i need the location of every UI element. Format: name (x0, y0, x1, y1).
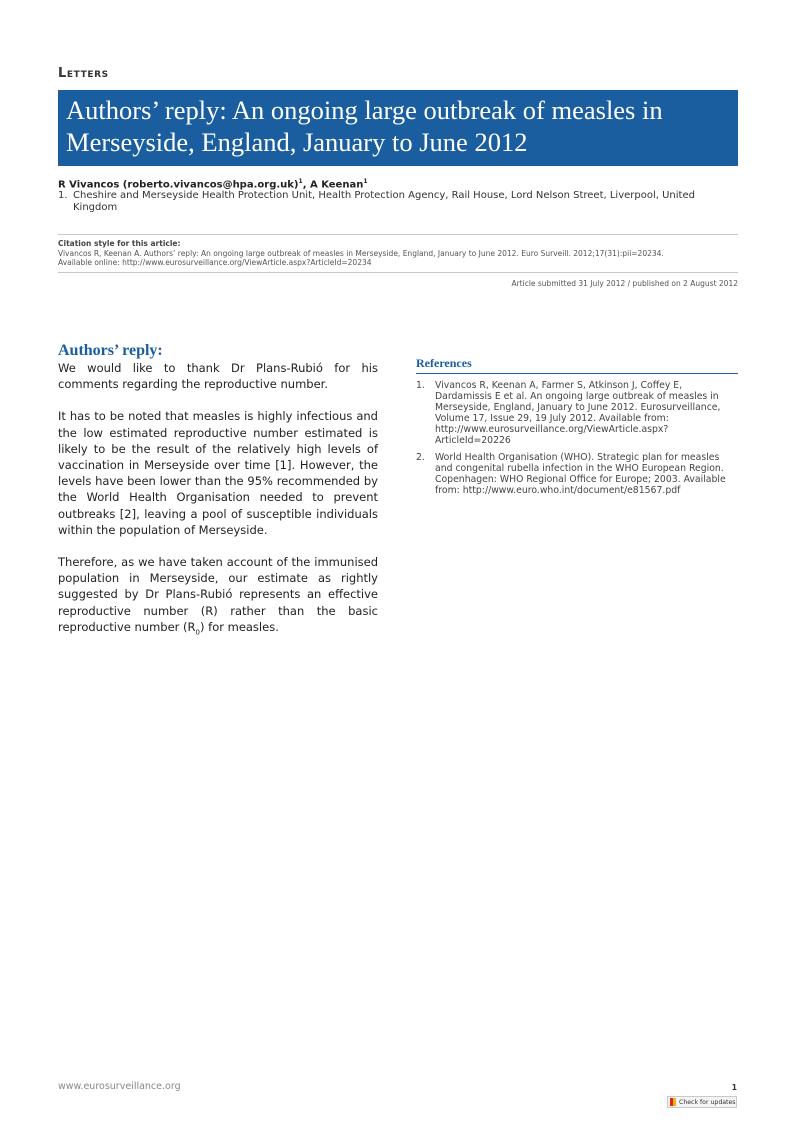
author-name: A Keenan (309, 179, 364, 191)
author-separator: , (302, 179, 310, 191)
affiliation (58, 190, 738, 214)
body-heading: Authors’ reply: (58, 342, 163, 359)
reference-number: 2. (416, 452, 425, 463)
reference-item (416, 380, 738, 446)
references-column (416, 356, 738, 502)
affiliation-text: Cheshire and Merseyside Health Protection Unit, Health Protection Agency, Rail House, Lord Nelson Street, Liverpool, United Kingdom (73, 190, 695, 213)
affiliation-number: 1. (58, 190, 68, 201)
author-name: R Vivancos (roberto.vivancos@hpa.org.uk) (58, 179, 299, 191)
reference-text[interactable]: World Health Organisation (WHO). Strategic plan for measles and congenital rubella infection in the WHO European Region. Copenhagen: WHO Regional Office for Europe; 2003. Available from: http://www.euro.who.int/document/e81567.pdf (435, 452, 726, 496)
body-paragraph: We would like to thank Dr Plans-Rubió for his comments regarding the reproductive number. (58, 361, 378, 392)
footer-url[interactable]: www.eurosurveillance.org (58, 1081, 181, 1092)
affiliation-marker: 1 (298, 178, 303, 185)
title-banner (58, 90, 738, 166)
divider (58, 234, 738, 235)
paragraph-text: Therefore, as we have taken account of the immunised population in Merseyside, our estimate as rightly suggested by Dr Plans-Rubió represents an effective reproductive number (R) rather than the basic reproductive number (R (58, 555, 378, 634)
crossmark-icon (670, 1098, 676, 1106)
citation-text: Vivancos R, Keenan A. Authors’ reply: An ongoing large outbreak of measles in Merseyside, England, January to June 2012. Euro Surveill. 2012;17(31):pii=20234. (58, 248, 664, 258)
submission-dates: Article submitted 31 July 2012 / published on 2 August 2012 (511, 279, 738, 288)
references-heading: References (416, 356, 738, 374)
reference-number: 1. (416, 380, 425, 391)
citation-heading: Citation style for this article: (58, 239, 181, 248)
reference-text[interactable]: Vivancos R, Keenan A, Farmer S, Atkinson J, Coffey E, Dardamissis E et al. An ongoing large outbreak of measles in Merseyside, England, January to June 2012. Eurosurveillance, Volume 17, Issue 29, 19 July 2012. Available from: http://www.eurosurveillance.org/ViewArticle.aspx?ArticleId=20226 (435, 380, 721, 446)
check-for-updates-button[interactable] (667, 1096, 737, 1108)
affiliation-marker: 1 (363, 178, 368, 185)
body-paragraph: It has to be noted that measles is highly infectious and the low estimated reproductive number estimated is likely to be the result of the relatively high levels of vaccination in Merseyside over time [1]. However, the levels have been lower than the 95% recommended by the World Health Organisation needed to prevent outbreaks [2], leaving a pool of susceptible individuals within the population of Merseyside. (58, 409, 378, 537)
section-label: Letters (58, 66, 109, 81)
badge-label: Check for updates (679, 1098, 736, 1106)
author-line (58, 178, 368, 190)
references-list (416, 380, 738, 496)
citation-block (58, 239, 738, 268)
citation-link[interactable]: Available online: http://www.eurosurveillance.org/ViewArticle.aspx?ArticleId=20234 (58, 258, 372, 267)
reference-item (416, 452, 738, 496)
subscript: 0 (195, 628, 200, 637)
divider (58, 272, 738, 273)
paragraph-text: ) for measles. (200, 619, 279, 634)
body-paragraph (58, 554, 378, 640)
page-number: 1 (731, 1083, 737, 1092)
article-title: Authors’ reply: An ongoing large outbreak of measles in Merseyside, England, January to June 2012 (66, 95, 663, 157)
body-column (58, 342, 378, 656)
